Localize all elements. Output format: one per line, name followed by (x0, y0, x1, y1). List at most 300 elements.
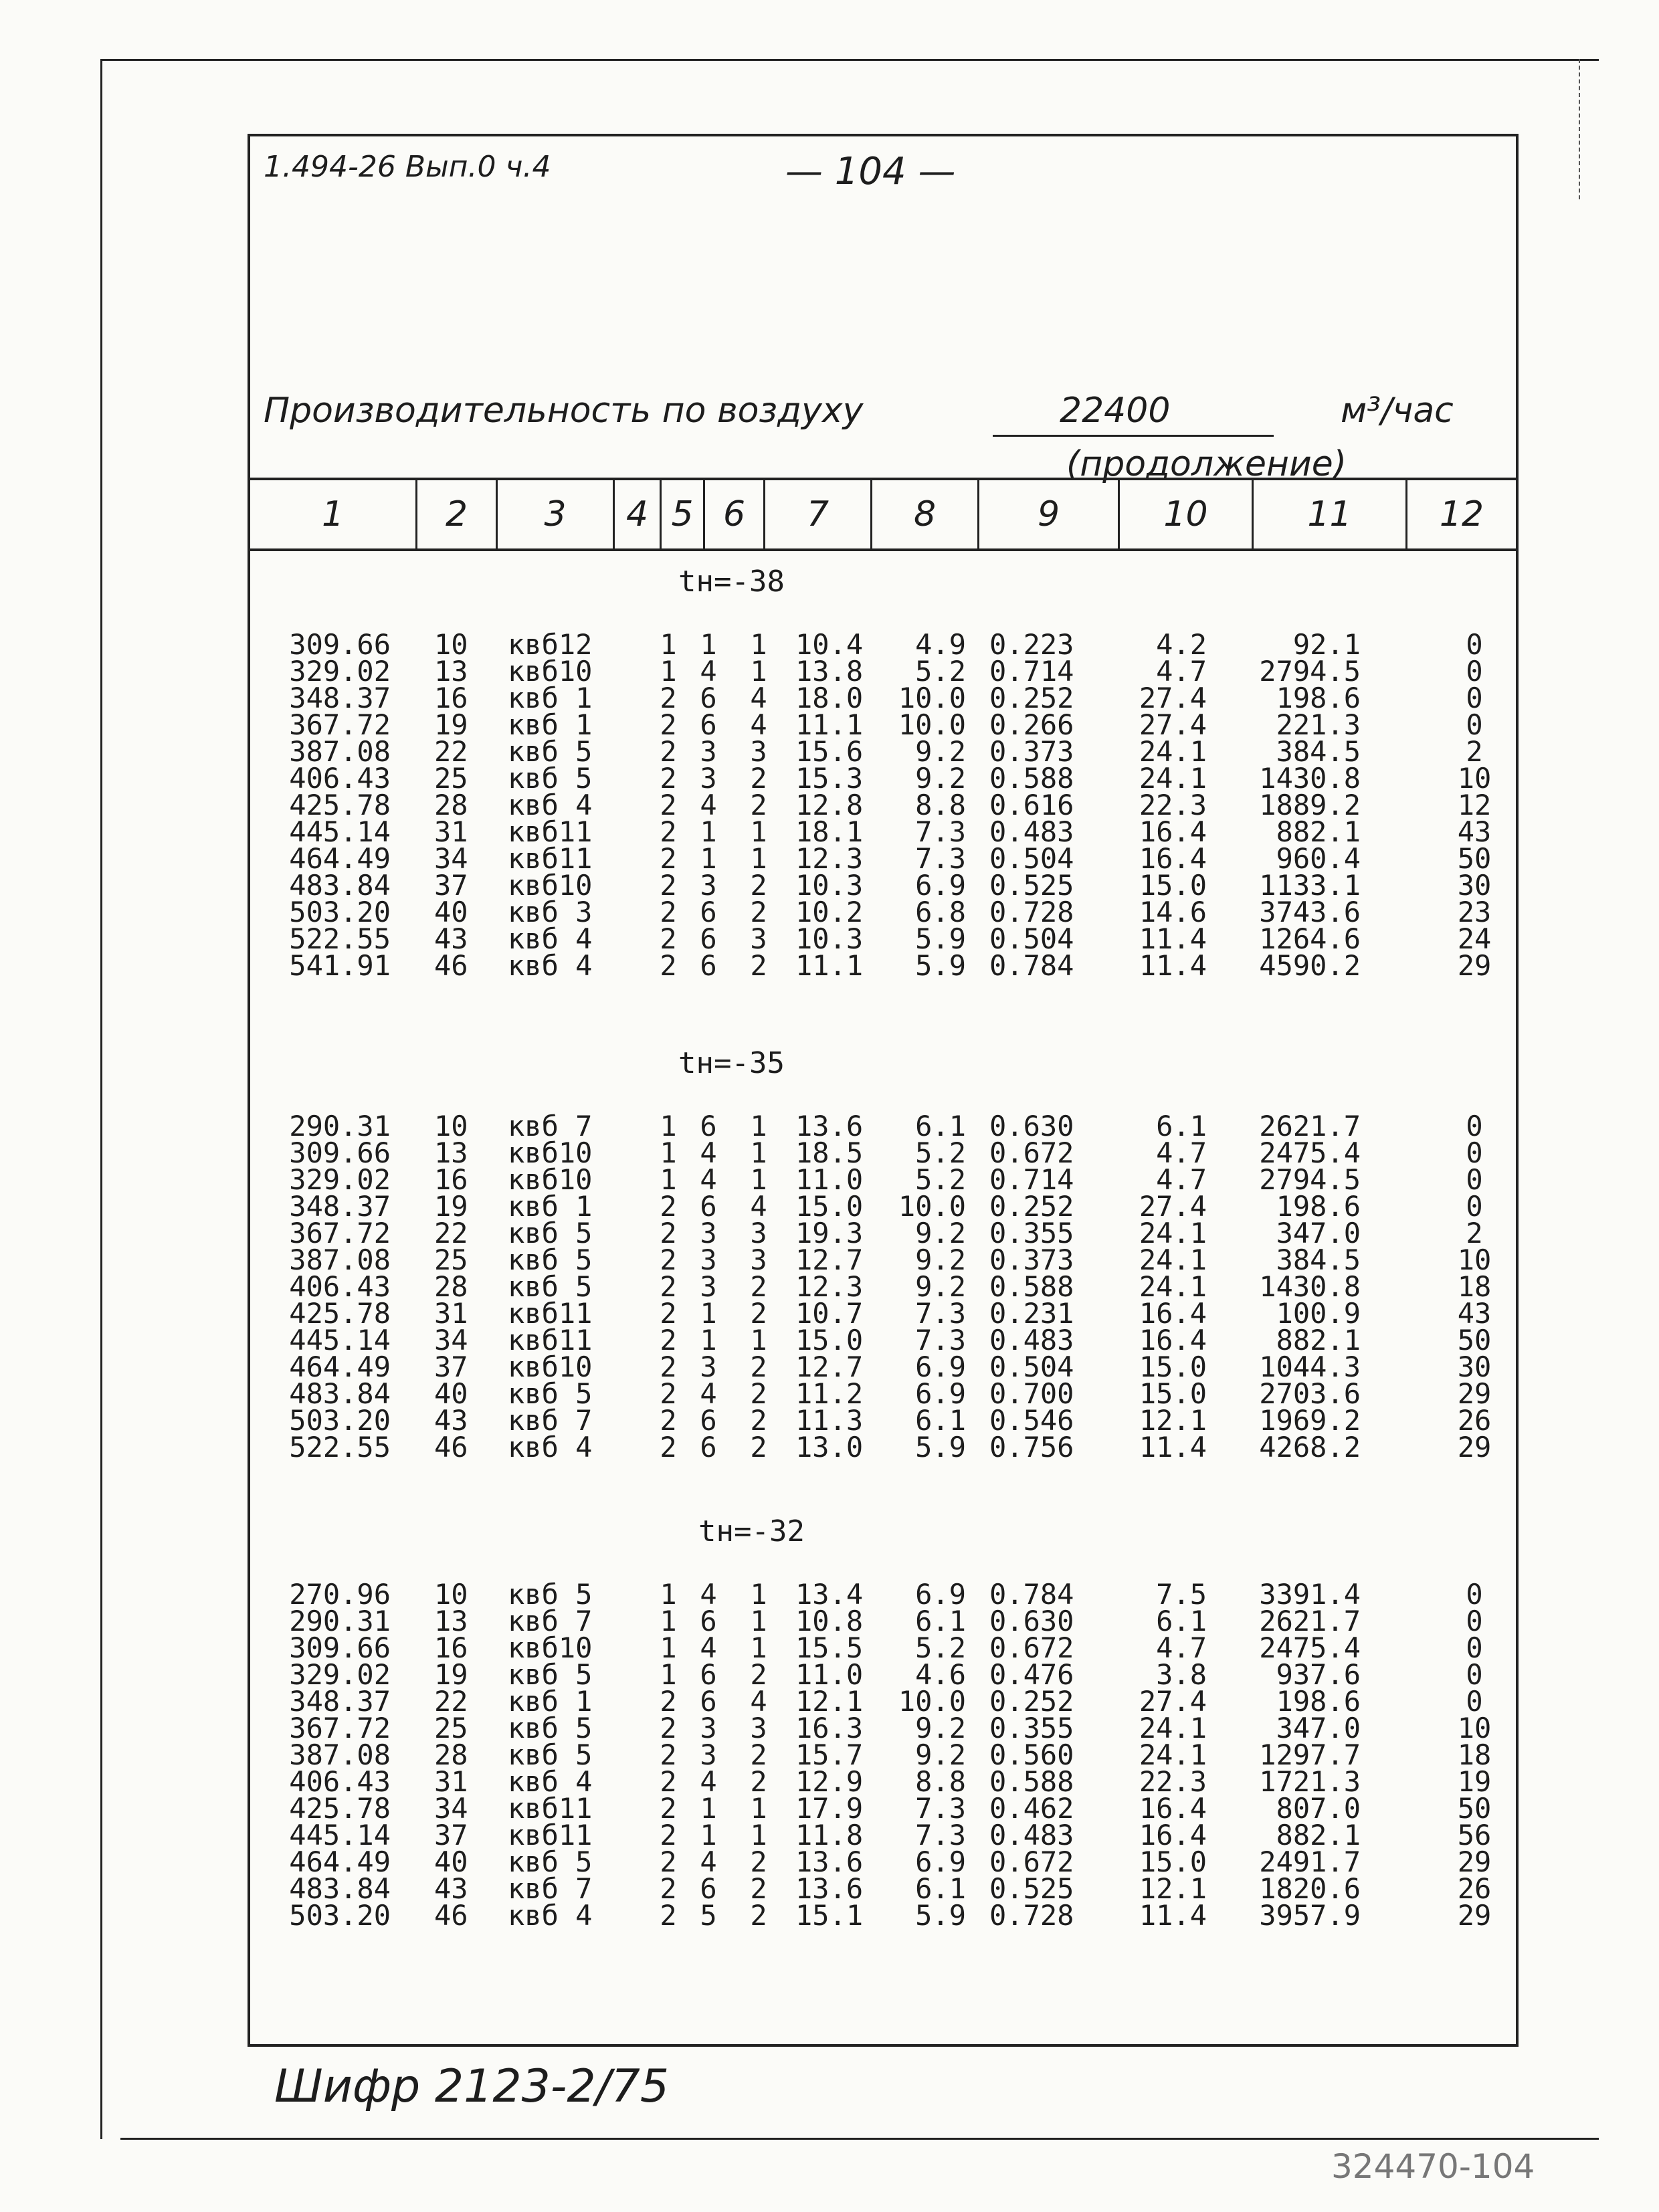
table-cell-col3: квб 5 (508, 1578, 593, 1611)
table-cell-col9: 0.728 (989, 1899, 1074, 1932)
table-cell-col7: 11.3 (795, 1404, 864, 1437)
table-cell-col10: 15.0 (1139, 869, 1207, 902)
table-cell-col4: 2 (660, 708, 677, 741)
table-cell-col6: 2 (750, 896, 767, 928)
table-cell-col6: 4 (750, 1685, 767, 1718)
table-cell-col10: 6.1 (1156, 1110, 1207, 1142)
table-cell-col2: 37 (434, 869, 468, 902)
table-cell-col4: 2 (660, 1845, 677, 1878)
table-cell-col10: 12.1 (1139, 1872, 1207, 1905)
table-cell-col1: 309.66 (289, 1631, 391, 1664)
table-row (250, 1899, 1516, 1932)
table-cell-col6: 1 (750, 1578, 767, 1611)
table-cell-col7: 16.3 (795, 1712, 864, 1744)
table-cell-col1: 522.55 (289, 922, 391, 955)
table-cell-col7: 17.9 (795, 1792, 864, 1825)
table-cell-col2: 46 (434, 1899, 468, 1932)
table-cell-col12: 0 (1466, 1136, 1483, 1169)
table-row (250, 708, 1516, 741)
table-cell-col4: 2 (660, 1190, 677, 1223)
table-cell-col1: 464.49 (289, 1350, 391, 1383)
column-header-1: 1 (250, 480, 417, 548)
table-cell-col11: 1264.6 (1259, 922, 1361, 955)
table-cell-col4: 2 (660, 762, 677, 795)
table-cell-col3: квб11 (508, 1819, 593, 1851)
table-cell-col6: 1 (750, 1605, 767, 1637)
table-cell-col2: 19 (434, 708, 468, 741)
performance-unit: м³/час (1341, 391, 1454, 431)
table-cell-col7: 13.0 (795, 1431, 864, 1464)
table-cell-col9: 0.588 (989, 762, 1074, 795)
table-row (250, 922, 1516, 955)
table-cell-col11: 3391.4 (1259, 1578, 1361, 1611)
table-cell-col3: квб 1 (508, 682, 593, 714)
table-row (250, 789, 1516, 821)
table-cell-col7: 12.1 (795, 1685, 864, 1718)
table-cell-col12: 50 (1457, 842, 1492, 875)
table-cell-col8: 7.3 (915, 1297, 966, 1330)
table-cell-col12: 18 (1457, 1270, 1492, 1303)
table-cell-col11: 198.6 (1276, 1685, 1361, 1718)
table-row (250, 1578, 1516, 1611)
table-cell-col11: 2475.4 (1259, 1631, 1361, 1664)
table-cell-col5: 1 (700, 1819, 717, 1851)
table-cell-col4: 2 (660, 1297, 677, 1330)
table-cell-col6: 3 (750, 1217, 767, 1249)
table-cell-col2: 31 (434, 1297, 468, 1330)
table-cell-col7: 18.1 (795, 815, 864, 848)
table-cell-col9: 0.672 (989, 1136, 1074, 1169)
table-cell-col4: 2 (660, 815, 677, 848)
table-cell-col8: 6.8 (915, 896, 966, 928)
table-cell-col7: 10.3 (795, 869, 864, 902)
table-cell-col1: 464.49 (289, 1845, 391, 1878)
table-cell-col1: 503.20 (289, 1404, 391, 1437)
table-cell-col7: 15.5 (795, 1631, 864, 1664)
table-cell-col6: 1 (750, 655, 767, 688)
table-cell-col6: 3 (750, 922, 767, 955)
table-cell-col1: 522.55 (289, 1431, 391, 1464)
table-cell-col12: 10 (1457, 762, 1492, 795)
table-cell-col11: 198.6 (1276, 1190, 1361, 1223)
table-cell-col11: 1721.3 (1259, 1765, 1361, 1798)
table-cell-col9: 0.355 (989, 1217, 1074, 1249)
table-cell-col9: 0.714 (989, 1163, 1074, 1196)
table-row (250, 1845, 1516, 1878)
table-cell-col11: 807.0 (1276, 1792, 1361, 1825)
table-cell-col10: 11.4 (1139, 1899, 1207, 1932)
table-cell-col6: 2 (750, 1872, 767, 1905)
table-cell-col11: 2621.7 (1259, 1605, 1361, 1637)
table-cell-col9: 0.728 (989, 896, 1074, 928)
table-cell-col10: 15.0 (1139, 1377, 1207, 1410)
section-title: tн=-38 (678, 565, 785, 599)
table-cell-col9: 0.672 (989, 1845, 1074, 1878)
table-cell-col2: 16 (434, 1631, 468, 1664)
table-cell-col7: 10.3 (795, 922, 864, 955)
table-cell-col8: 9.2 (915, 1217, 966, 1249)
table-cell-col7: 10.7 (795, 1297, 864, 1330)
table-cell-col10: 16.4 (1139, 1792, 1207, 1825)
table-cell-col11: 3957.9 (1259, 1899, 1361, 1932)
table-cell-col7: 11.0 (795, 1658, 864, 1691)
table-cell-col12: 56 (1457, 1819, 1492, 1851)
column-header-2: 2 (417, 480, 498, 548)
table-cell-col4: 2 (660, 842, 677, 875)
table-cell-col4: 2 (660, 949, 677, 982)
table-cell-col4: 2 (660, 1431, 677, 1464)
table-cell-col12: 0 (1466, 1578, 1483, 1611)
table-cell-col9: 0.560 (989, 1738, 1074, 1771)
table-cell-col8: 5.9 (915, 922, 966, 955)
table-cell-col11: 1889.2 (1259, 789, 1361, 821)
table-header-row (250, 478, 1516, 551)
table-cell-col6: 2 (750, 1765, 767, 1798)
table-cell-col6: 2 (750, 1845, 767, 1878)
table-cell-col4: 2 (660, 1350, 677, 1383)
table-cell-col8: 6.9 (915, 1578, 966, 1611)
archive-stamp: 324470-104 (1331, 2147, 1535, 2186)
table-cell-col9: 0.373 (989, 735, 1074, 768)
table-cell-col6: 1 (750, 842, 767, 875)
table-cell-col8: 4.9 (915, 628, 966, 661)
table-cell-col9: 0.483 (989, 1324, 1074, 1356)
table-cell-col7: 13.6 (795, 1110, 864, 1142)
table-cell-col2: 43 (434, 1404, 468, 1437)
table-cell-col6: 1 (750, 1136, 767, 1169)
table-cell-col11: 384.5 (1276, 1243, 1361, 1276)
table-cell-col6: 2 (750, 1899, 767, 1932)
table-cell-col10: 24.1 (1139, 1738, 1207, 1771)
table-cell-col3: квб 5 (508, 1845, 593, 1878)
table-cell-col8: 7.3 (915, 1792, 966, 1825)
table-cell-col8: 10.0 (898, 708, 966, 741)
table-cell-col7: 11.0 (795, 1163, 864, 1196)
table-cell-col1: 425.78 (289, 1297, 391, 1330)
table-row (250, 1872, 1516, 1905)
table-row (250, 896, 1516, 928)
table-cell-col7: 13.4 (795, 1578, 864, 1611)
table-cell-col1: 503.20 (289, 896, 391, 928)
table-cell-col10: 27.4 (1139, 682, 1207, 714)
table-cell-col9: 0.355 (989, 1712, 1074, 1744)
table-cell-col10: 11.4 (1139, 1431, 1207, 1464)
table-cell-col2: 22 (434, 1217, 468, 1249)
table-cell-col12: 2 (1466, 1217, 1483, 1249)
table-cell-col3: квб10 (508, 1350, 593, 1383)
outer-frame-top (100, 59, 1599, 61)
table-cell-col3: квб10 (508, 1136, 593, 1169)
table-cell-col3: квб 5 (508, 1243, 593, 1276)
table-cell-col8: 5.2 (915, 1136, 966, 1169)
section-title: tн=-32 (698, 1514, 805, 1548)
table-cell-col3: квб 4 (508, 922, 593, 955)
table-cell-col12: 0 (1466, 1110, 1483, 1142)
table-cell-col3: квб 1 (508, 708, 593, 741)
table-cell-col4: 1 (660, 1110, 677, 1142)
outer-frame-left (100, 59, 102, 2139)
table-cell-col3: квб10 (508, 1163, 593, 1196)
table-cell-col9: 0.462 (989, 1792, 1074, 1825)
table-cell-col12: 29 (1457, 949, 1492, 982)
table-cell-col8: 7.3 (915, 1324, 966, 1356)
table-cell-col3: квб 7 (508, 1404, 593, 1437)
table-cell-col10: 22.3 (1139, 789, 1207, 821)
table-cell-col9: 0.588 (989, 1765, 1074, 1798)
table-cell-col6: 2 (750, 1658, 767, 1691)
table-cell-col3: квб10 (508, 869, 593, 902)
table-cell-col1: 367.72 (289, 708, 391, 741)
table-cell-col3: квб11 (508, 1792, 593, 1825)
table-cell-col6: 2 (750, 789, 767, 821)
table-cell-col11: 3743.6 (1259, 896, 1361, 928)
table-row (250, 1819, 1516, 1851)
table-cell-col2: 34 (434, 1792, 468, 1825)
table-cell-col11: 2475.4 (1259, 1136, 1361, 1169)
table-cell-col12: 19 (1457, 1765, 1492, 1798)
table-row (250, 1712, 1516, 1744)
table-cell-col7: 15.3 (795, 762, 864, 795)
table-row (250, 1350, 1516, 1383)
table-cell-col7: 19.3 (795, 1217, 864, 1249)
table-cell-col8: 5.9 (915, 1899, 966, 1932)
table-cell-col12: 26 (1457, 1872, 1492, 1905)
table-cell-col10: 4.7 (1156, 1631, 1207, 1664)
table-cell-col7: 18.5 (795, 1136, 864, 1169)
table-cell-col6: 4 (750, 682, 767, 714)
table-cell-col9: 0.373 (989, 1243, 1074, 1276)
table-cell-col3: квб 3 (508, 896, 593, 928)
table-cell-col9: 0.588 (989, 1270, 1074, 1303)
table-cell-col5: 3 (700, 1243, 717, 1276)
table-row (250, 1110, 1516, 1142)
table-cell-col8: 8.8 (915, 1765, 966, 1798)
table-cell-col10: 24.1 (1139, 1217, 1207, 1249)
table-cell-col8: 5.2 (915, 1163, 966, 1196)
table-cell-col4: 1 (660, 1605, 677, 1637)
table-cell-col11: 937.6 (1276, 1658, 1361, 1691)
table-cell-col11: 882.1 (1276, 815, 1361, 848)
table-cell-col7: 10.4 (795, 628, 864, 661)
table-cell-col8: 6.9 (915, 1350, 966, 1383)
doc-code: 1.494-26 Вып.0 ч.4 (264, 150, 551, 184)
table-cell-col4: 1 (660, 655, 677, 688)
table-cell-col8: 5.9 (915, 1431, 966, 1464)
table-cell-col10: 15.0 (1139, 1350, 1207, 1383)
table-cell-col4: 1 (660, 1631, 677, 1664)
table-cell-col10: 15.0 (1139, 1845, 1207, 1878)
table-cell-col5: 1 (700, 628, 717, 661)
table-cell-col4: 2 (660, 1712, 677, 1744)
table-cell-col6: 2 (750, 1350, 767, 1383)
table-cell-col3: квб 5 (508, 1377, 593, 1410)
table-cell-col10: 12.1 (1139, 1404, 1207, 1437)
table-cell-col2: 43 (434, 1872, 468, 1905)
table-cell-col4: 2 (660, 869, 677, 902)
table-cell-col10: 7.5 (1156, 1578, 1207, 1611)
table-cell-col7: 11.2 (795, 1377, 864, 1410)
table-cell-col5: 4 (700, 1845, 717, 1878)
table-cell-col2: 31 (434, 1765, 468, 1798)
table-cell-col10: 16.4 (1139, 815, 1207, 848)
table-cell-col9: 0.266 (989, 708, 1074, 741)
table-cell-col8: 5.2 (915, 655, 966, 688)
table-cell-col6: 2 (750, 869, 767, 902)
table-cell-col4: 2 (660, 896, 677, 928)
table-cell-col8: 6.1 (915, 1872, 966, 1905)
table-cell-col6: 2 (750, 1297, 767, 1330)
table-cell-col3: квб 4 (508, 1899, 593, 1932)
table-row (250, 1136, 1516, 1169)
table-cell-col9: 0.252 (989, 1190, 1074, 1223)
table-cell-col1: 309.66 (289, 628, 391, 661)
table-cell-col12: 0 (1466, 1685, 1483, 1718)
table-cell-col1: 329.02 (289, 1163, 391, 1196)
table-cell-col6: 1 (750, 628, 767, 661)
table-cell-col11: 1297.7 (1259, 1738, 1361, 1771)
table-row (250, 1190, 1516, 1223)
table-cell-col9: 0.525 (989, 869, 1074, 902)
table-cell-col6: 1 (750, 1792, 767, 1825)
table-cell-col10: 11.4 (1139, 922, 1207, 955)
table-cell-col12: 43 (1457, 1297, 1492, 1330)
table-cell-col11: 2621.7 (1259, 1110, 1361, 1142)
table-cell-col2: 40 (434, 1377, 468, 1410)
table-cell-col5: 6 (700, 1605, 717, 1637)
table-cell-col4: 1 (660, 1163, 677, 1196)
table-cell-col5: 3 (700, 1217, 717, 1249)
table-row (250, 1738, 1516, 1771)
table-cell-col7: 18.0 (795, 682, 864, 714)
table-cell-col10: 16.4 (1139, 842, 1207, 875)
table-cell-col4: 2 (660, 735, 677, 768)
table-cell-col8: 9.2 (915, 762, 966, 795)
table-cell-col4: 2 (660, 1738, 677, 1771)
table-cell-col7: 15.1 (795, 1899, 864, 1932)
table-cell-col1: 367.72 (289, 1712, 391, 1744)
table-cell-col5: 6 (700, 682, 717, 714)
table-cell-col5: 6 (700, 1190, 717, 1223)
table-cell-col11: 882.1 (1276, 1324, 1361, 1356)
table-cell-col10: 6.1 (1156, 1605, 1207, 1637)
table-cell-col7: 11.1 (795, 949, 864, 982)
table-cell-col10: 27.4 (1139, 708, 1207, 741)
table-cell-col12: 18 (1457, 1738, 1492, 1771)
table-cell-col11: 1044.3 (1259, 1350, 1361, 1383)
table-row (250, 949, 1516, 982)
table-cell-col2: 28 (434, 1738, 468, 1771)
table-cell-col4: 2 (660, 1872, 677, 1905)
table-cell-col12: 30 (1457, 869, 1492, 902)
table-cell-col6: 4 (750, 708, 767, 741)
table-cell-col7: 12.9 (795, 1765, 864, 1798)
table-cell-col11: 960.4 (1276, 842, 1361, 875)
table-cell-col12: 23 (1457, 896, 1492, 928)
table-cell-col5: 4 (700, 1163, 717, 1196)
table-cell-col6: 2 (750, 1738, 767, 1771)
table-row (250, 1765, 1516, 1798)
table-cell-col10: 24.1 (1139, 1243, 1207, 1276)
table-cell-col10: 24.1 (1139, 735, 1207, 768)
table-cell-col10: 14.6 (1139, 896, 1207, 928)
page-number: — 104 — (785, 150, 956, 193)
performance-value: 22400 (1060, 391, 1171, 431)
table-cell-col6: 2 (750, 1404, 767, 1437)
table-cell-col2: 13 (434, 655, 468, 688)
table-cell-col9: 0.672 (989, 1631, 1074, 1664)
table-cell-col3: квб12 (508, 628, 593, 661)
table-cell-col1: 329.02 (289, 1658, 391, 1691)
table-cell-col3: квб 7 (508, 1872, 593, 1905)
table-cell-col11: 1430.8 (1259, 1270, 1361, 1303)
table-row (250, 1297, 1516, 1330)
table-cell-col5: 6 (700, 1658, 717, 1691)
table-cell-col12: 29 (1457, 1845, 1492, 1878)
table-cell-col2: 25 (434, 1712, 468, 1744)
table-cell-col11: 221.3 (1276, 708, 1361, 741)
table-cell-col1: 425.78 (289, 789, 391, 821)
table-cell-col9: 0.504 (989, 842, 1074, 875)
table-cell-col1: 406.43 (289, 1270, 391, 1303)
table-cell-col6: 3 (750, 1243, 767, 1276)
table-cell-col12: 2 (1466, 735, 1483, 768)
table-cell-col2: 31 (434, 815, 468, 848)
table-cell-col11: 100.9 (1276, 1297, 1361, 1330)
document-sheet (248, 134, 1519, 2047)
table-row (250, 869, 1516, 902)
table-cell-col11: 2491.7 (1259, 1845, 1361, 1878)
table-cell-col3: квб 7 (508, 1110, 593, 1142)
column-header-10: 10 (1120, 480, 1254, 548)
table-row (250, 1658, 1516, 1691)
table-cell-col5: 3 (700, 1712, 717, 1744)
table-cell-col8: 6.9 (915, 869, 966, 902)
table-cell-col5: 5 (700, 1899, 717, 1932)
table-cell-col3: квб 4 (508, 949, 593, 982)
table-cell-col1: 503.20 (289, 1899, 391, 1932)
table-cell-col7: 15.0 (795, 1324, 864, 1356)
table-cell-col7: 15.6 (795, 735, 864, 768)
table-cell-col2: 46 (434, 949, 468, 982)
table-row (250, 1217, 1516, 1249)
table-cell-col3: квб 5 (508, 1738, 593, 1771)
table-cell-col5: 6 (700, 1685, 717, 1718)
table-cell-col7: 12.7 (795, 1243, 864, 1276)
table-cell-col10: 11.4 (1139, 949, 1207, 982)
table-cell-col7: 12.8 (795, 789, 864, 821)
table-row (250, 815, 1516, 848)
table-cell-col9: 0.616 (989, 789, 1074, 821)
table-cell-col11: 347.0 (1276, 1217, 1361, 1249)
table-cell-col8: 7.3 (915, 1819, 966, 1851)
table-row (250, 628, 1516, 661)
table-cell-col8: 9.2 (915, 1738, 966, 1771)
table-cell-col12: 24 (1457, 922, 1492, 955)
table-cell-col5: 4 (700, 789, 717, 821)
table-cell-col1: 387.08 (289, 1738, 391, 1771)
table-cell-col3: квб11 (508, 815, 593, 848)
table-cell-col3: квб 1 (508, 1685, 593, 1718)
table-cell-col9: 0.784 (989, 1578, 1074, 1611)
table-cell-col11: 92.1 (1292, 628, 1361, 661)
table-cell-col5: 6 (700, 1110, 717, 1142)
table-cell-col11: 4268.2 (1259, 1431, 1361, 1464)
table-cell-col2: 13 (434, 1605, 468, 1637)
table-cell-col12: 30 (1457, 1350, 1492, 1383)
table-cell-col2: 25 (434, 1243, 468, 1276)
table-cell-col10: 22.3 (1139, 1765, 1207, 1798)
table-cell-col2: 37 (434, 1819, 468, 1851)
